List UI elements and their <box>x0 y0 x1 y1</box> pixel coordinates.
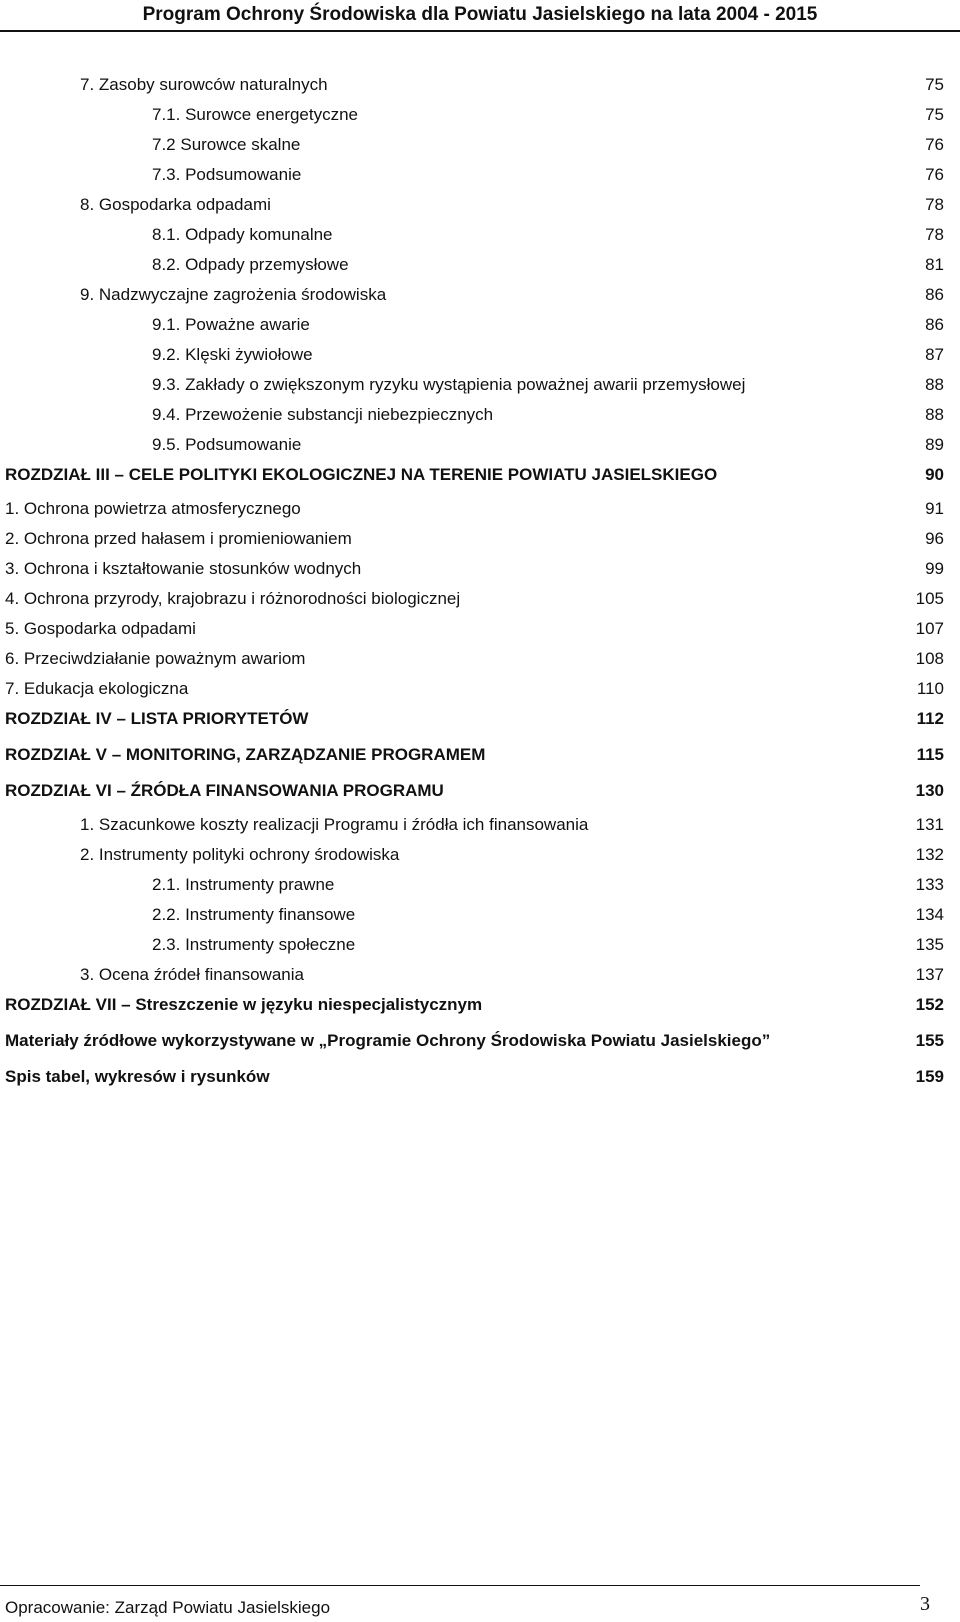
toc-chapter-entry[interactable] <box>0 1029 944 1065</box>
toc-entry-page: 96 <box>925 529 944 548</box>
toc-entry-page: 88 <box>925 405 944 424</box>
toc-entry-title: 8. Gospodarka odpadami <box>80 195 271 214</box>
toc-entry-page: 131 <box>915 815 944 834</box>
toc-entry-page: 133 <box>915 875 944 894</box>
toc-entry[interactable] <box>0 163 944 193</box>
toc-entry-page: 107 <box>915 619 944 638</box>
toc-entry-title: 7. Edukacja ekologiczna <box>5 679 189 698</box>
toc-entry[interactable] <box>0 73 944 103</box>
toc-entry-page: 137 <box>915 965 944 984</box>
toc-entry[interactable] <box>0 133 944 163</box>
toc-entry-title: 2.2. Instrumenty finansowe <box>152 905 356 924</box>
toc-entry-page: 86 <box>925 315 944 334</box>
toc-chapter-page: 115 <box>916 745 944 764</box>
toc-chapter-page: 112 <box>916 709 944 728</box>
toc-entry-title: 9.4. Przewożenie substancji niebezpiecznych <box>152 405 494 424</box>
toc-entry-title: 8.2. Odpady przemysłowe <box>152 255 349 274</box>
page-number: 3 <box>920 1593 930 1615</box>
toc-entry-page: 91 <box>925 499 944 518</box>
toc-entry-page: 105 <box>915 589 944 608</box>
toc-chapter-page: 155 <box>915 1031 944 1050</box>
toc-entry[interactable] <box>0 433 944 463</box>
toc-entry[interactable] <box>0 873 944 903</box>
toc-chapter-page: 152 <box>915 995 944 1014</box>
toc-entry-page: 89 <box>925 435 944 454</box>
toc-chapter-entry[interactable] <box>0 993 944 1029</box>
toc-entry-title: 2.1. Instrumenty prawne <box>152 875 335 894</box>
toc-entry[interactable] <box>0 497 944 527</box>
toc-entry[interactable] <box>0 223 944 253</box>
toc-entry[interactable] <box>0 903 944 933</box>
toc-entry-title: 8.1. Odpady komunalne <box>152 225 333 244</box>
toc-entry-title: 9.1. Poważne awarie <box>152 315 310 334</box>
toc-chapter-entry[interactable] <box>0 779 944 813</box>
toc-entry-title: 2. Ochrona przed hałasem i promieniowaniem <box>5 529 352 548</box>
toc-chapter-title: ROZDZIAŁ IV – LISTA PRIORYTETÓW <box>5 709 309 728</box>
table-of-contents <box>0 73 960 1101</box>
toc-entry-title: 6. Przeciwdziałanie poważnym awariom <box>5 649 306 668</box>
toc-entry-title: 9.3. Zakłady o zwiększonym ryzyku wystąpienia poważnej awarii przemysłowej <box>152 375 746 394</box>
toc-entry-page: 81 <box>925 255 944 274</box>
toc-entry-title: 9.5. Podsumowanie <box>152 435 302 454</box>
toc-entry-title: 5. Gospodarka odpadami <box>5 619 196 638</box>
toc-entry-page: 134 <box>915 905 944 924</box>
toc-entry-page: 75 <box>925 75 944 94</box>
toc-chapter-entry[interactable] <box>0 707 944 743</box>
toc-entry[interactable] <box>0 253 944 283</box>
toc-entry-title: 7.3. Podsumowanie <box>152 165 302 184</box>
toc-entry-page: 78 <box>925 225 944 244</box>
toc-entry-title: 2. Instrumenty polityki ochrony środowiska <box>80 845 400 864</box>
toc-entry-title: 7. Zasoby surowców naturalnych <box>80 75 328 94</box>
footer-text: Opracowanie: Zarząd Powiatu Jasielskiego <box>5 1598 331 1617</box>
toc-entry[interactable] <box>0 343 944 373</box>
toc-chapter-entry[interactable] <box>0 1065 944 1101</box>
toc-entry[interactable] <box>0 403 944 433</box>
toc-entry-page: 86 <box>925 285 944 304</box>
toc-entry-title: 7.1. Surowce energetyczne <box>152 105 359 124</box>
toc-entry[interactable] <box>0 933 944 963</box>
toc-entry[interactable] <box>0 373 944 403</box>
toc-entry-title: 3. Ochrona i kształtowanie stosunków wodnych <box>5 559 362 578</box>
toc-chapter-page: 159 <box>915 1067 944 1086</box>
toc-entry-title: 2.3. Instrumenty społeczne <box>152 935 356 954</box>
toc-entry[interactable] <box>0 193 944 223</box>
toc-entry[interactable] <box>0 963 944 993</box>
toc-entry-page: 76 <box>925 165 944 184</box>
toc-entry-page: 76 <box>925 135 944 154</box>
toc-chapter-title: ROZDZIAŁ VII – Streszczenie w języku niespecjalistycznym <box>5 995 483 1014</box>
toc-entry-page: 78 <box>925 195 944 214</box>
toc-entry-title: 1. Szacunkowe koszty realizacji Programu i źródła ich finansowania <box>80 815 589 834</box>
toc-entry-title: 9. Nadzwyczajne zagrożenia środowiska <box>80 285 387 304</box>
header-divider <box>0 30 960 32</box>
toc-entry-page: 132 <box>915 845 944 864</box>
toc-chapter-title: Materiały źródłowe wykorzystywane w „Programie Ochrony Środowiska Powiatu Jasielskiego” <box>5 1031 771 1050</box>
toc-entry-page: 88 <box>925 375 944 394</box>
toc-chapter-title: ROZDZIAŁ III – CELE POLITYKI EKOLOGICZNEJ NA TERENIE POWIATU JASIELSKIEGO <box>5 465 718 484</box>
toc-entry-title: 4. Ochrona przyrody, krajobrazu i różnorodności biologicznej <box>5 589 461 608</box>
toc-entry[interactable] <box>0 647 944 677</box>
toc-entry-page: 75 <box>925 105 944 124</box>
toc-entry[interactable] <box>0 617 944 647</box>
toc-chapter-title: ROZDZIAŁ VI – ŹRÓDŁA FINANSOWANIA PROGRAMU <box>5 781 444 800</box>
toc-entry[interactable] <box>0 557 944 587</box>
toc-entry[interactable] <box>0 677 944 707</box>
toc-entry-title: 9.2. Klęski żywiołowe <box>152 345 313 364</box>
toc-entry-title: 7.2 Surowce skalne <box>152 135 301 154</box>
toc-chapter-title: ROZDZIAŁ V – MONITORING, ZARZĄDZANIE PROGRAMEM <box>5 745 486 764</box>
toc-entry[interactable] <box>0 313 944 343</box>
toc-chapter-entry[interactable] <box>0 743 944 779</box>
toc-chapter-entry[interactable] <box>0 463 944 497</box>
toc-entry-title: 3. Ocena źródeł finansowania <box>80 965 304 984</box>
toc-entry[interactable] <box>0 283 944 313</box>
toc-entry[interactable] <box>0 843 944 873</box>
toc-entry-page: 110 <box>916 679 944 698</box>
toc-entry-page: 99 <box>925 559 944 578</box>
toc-entry-page: 108 <box>915 649 944 668</box>
toc-entry-title: 1. Ochrona powietrza atmosferycznego <box>5 499 301 518</box>
toc-entry[interactable] <box>0 813 944 843</box>
running-header: Program Ochrony Środowiska dla Powiatu Jasielskiego na lata 2004 - 2015 <box>142 4 818 25</box>
toc-chapter-title: Spis tabel, wykresów i rysunków <box>5 1067 270 1086</box>
toc-entry-page: 87 <box>925 345 944 364</box>
footer-divider <box>0 1585 920 1586</box>
toc-chapter-page: 130 <box>915 781 944 800</box>
toc-entry[interactable] <box>0 527 944 557</box>
toc-entry-page: 135 <box>915 935 944 954</box>
toc-chapter-page: 90 <box>925 465 944 484</box>
toc-entry[interactable] <box>0 103 944 133</box>
toc-entry[interactable] <box>0 587 944 617</box>
